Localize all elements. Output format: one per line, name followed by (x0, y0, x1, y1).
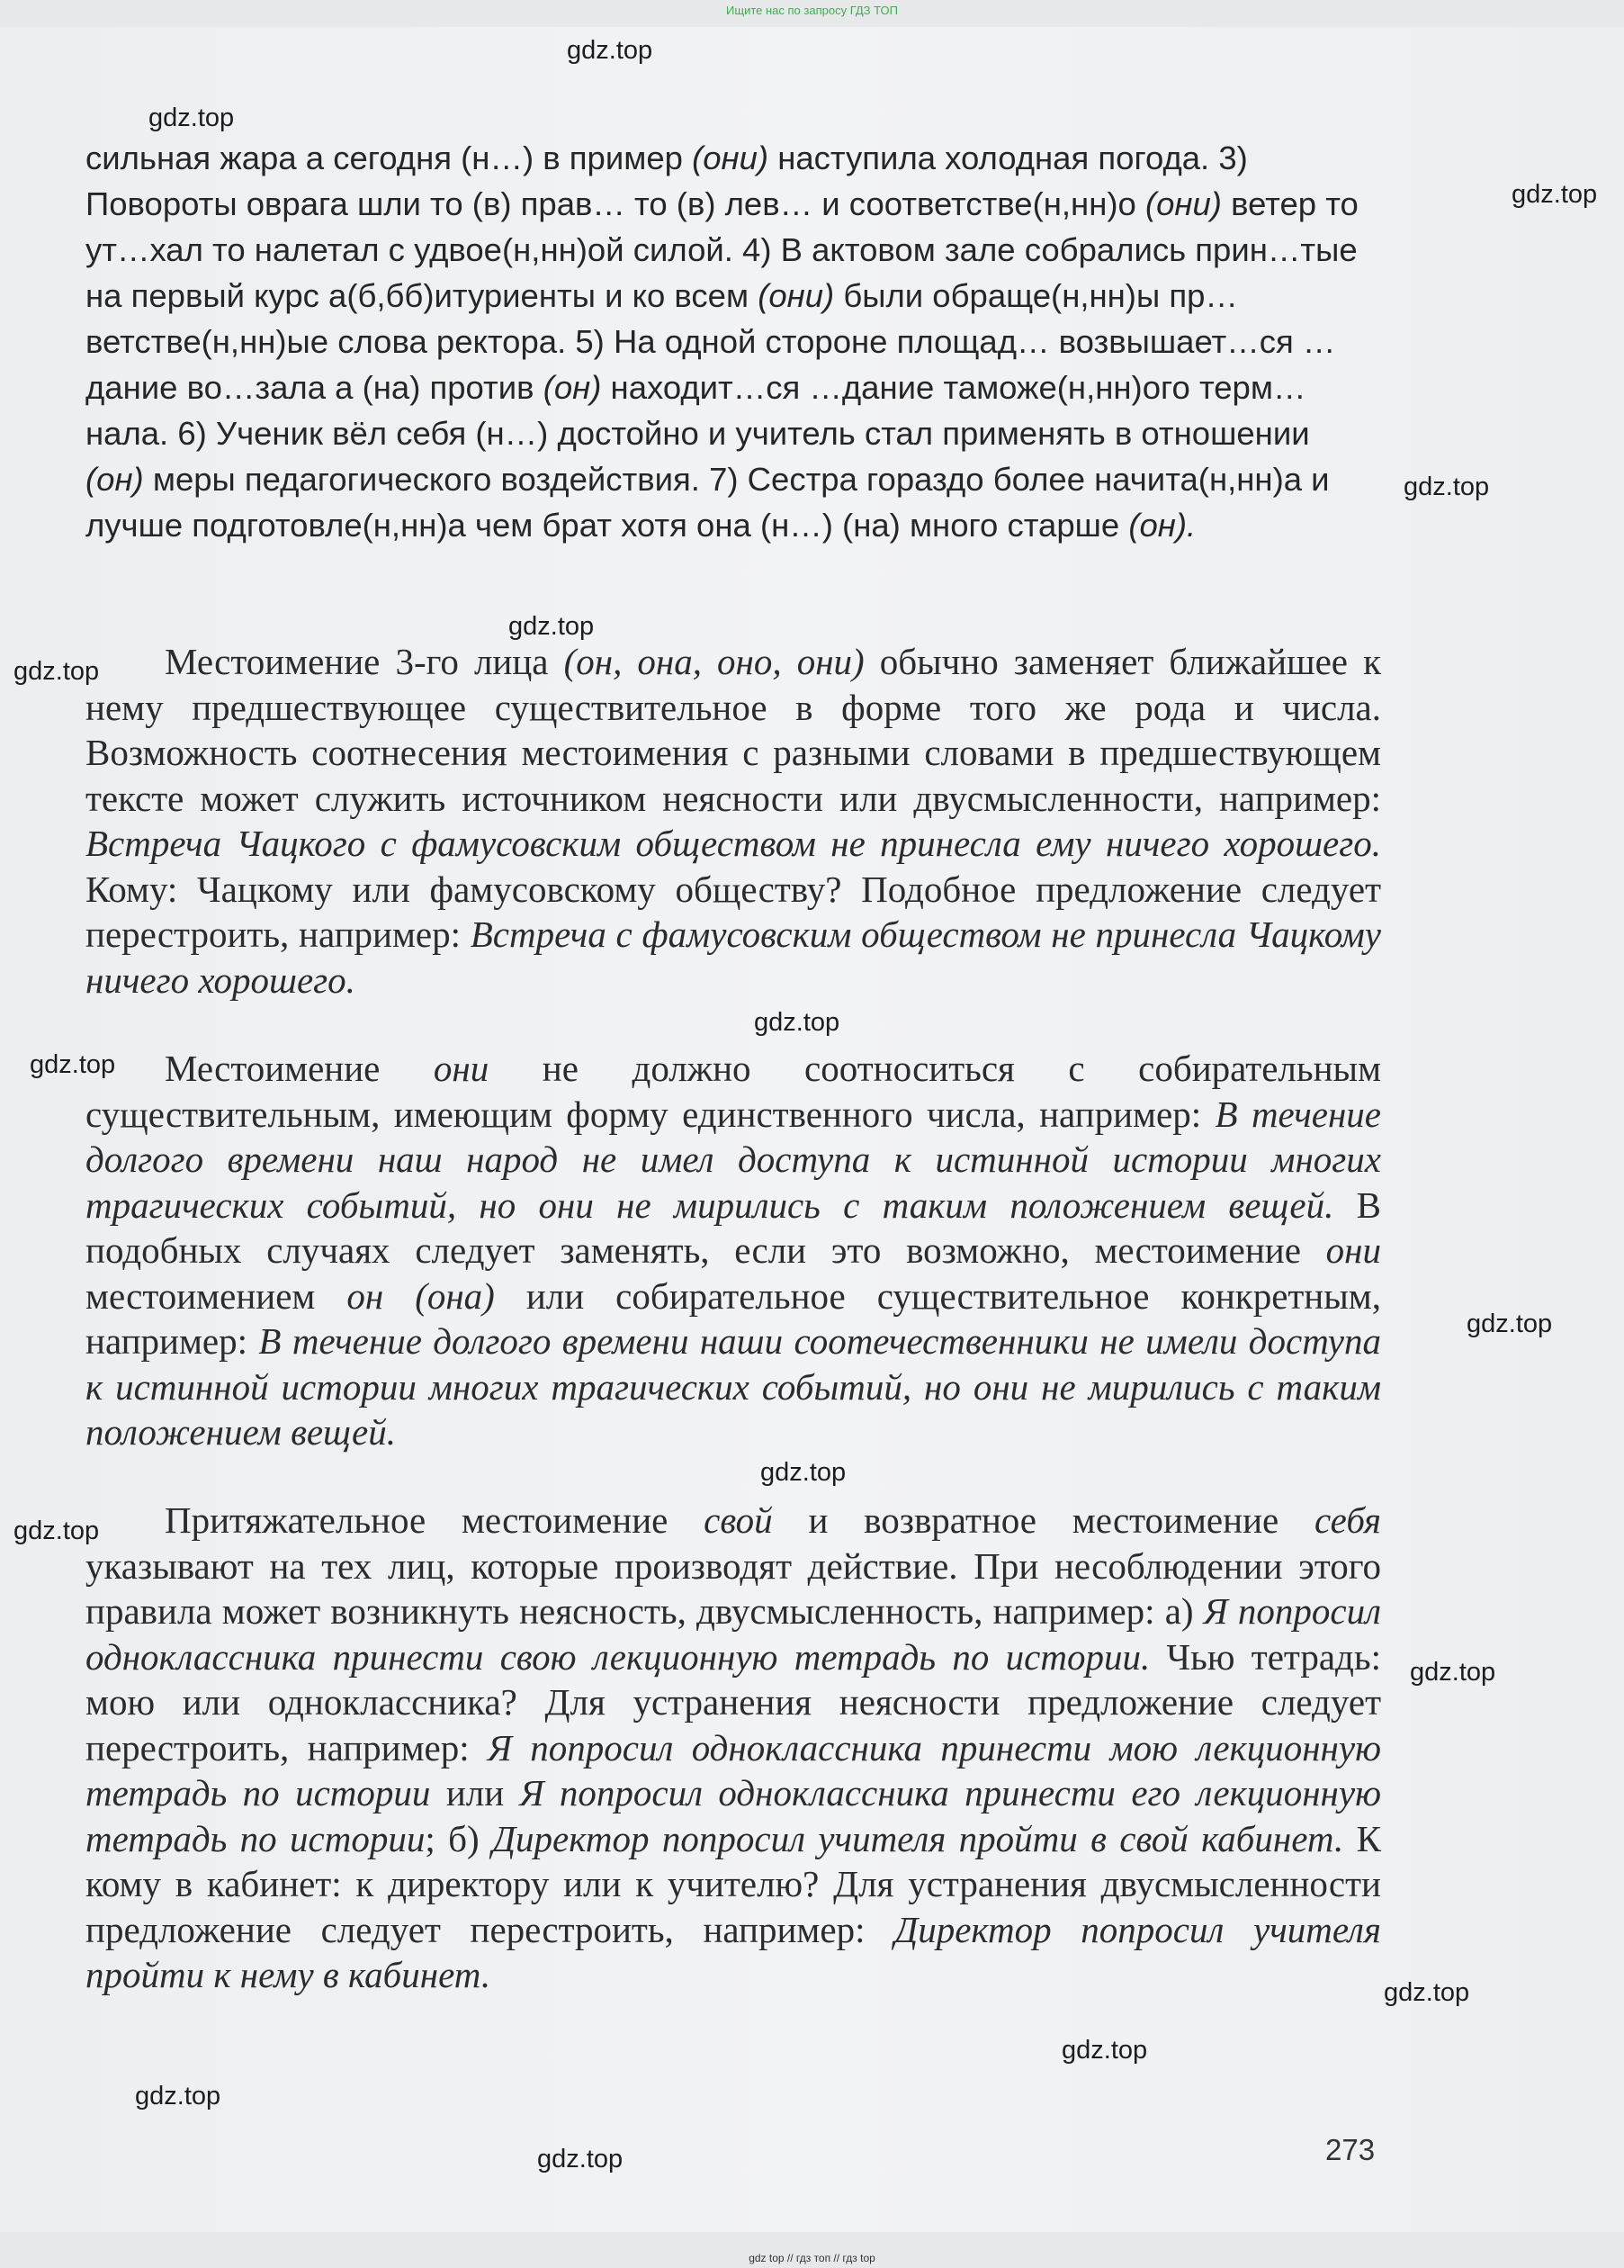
watermark-text: gdz.top (754, 1008, 840, 1037)
watermark-text: gdz.top (1404, 472, 1490, 501)
watermark-text: gdz.top (148, 104, 235, 132)
rule-paragraph-possessive: Притяжательное местоимение свой и возвратное местоимение себя указывают на тех лиц, которые производят действие. При несоблюдении этого правила может возникнуть неясность, двусмысленность, например: а) Я попросил одноклассника принести свою лекционную тетрадь по истории. Чью тетрадь: мою или одноклассника? Для устранения неясности предложение следует перестроить, например: Я попросил одноклассника принести мою лекционную тетрадь по истории или Я попросил одноклассника принести его лекционную тетрадь по истории; б) Директор попросил учителя пройти в свой кабинет. К кому в кабинет: к директору или к учителю? Для устранения двусмысленности предложение следует перестроить, например: Директор попросил учителя пройти к нему в кабинет. (85, 1499, 1382, 1995)
page-number: 273 (1325, 2133, 1376, 2166)
watermark-text: gdz.top (1410, 1658, 1496, 1687)
watermark-text: gdz.top (135, 2082, 221, 2110)
rule-paragraph-collective: Местоимение они не должно соотноситься с собирательным существительным, имеющим форму единственного числа, например: В течение долгого времени наш народ не имел доступа к истинной истории многих трагических событий, но они не мирились с таким положением вещей. В подобных случаях следует заменять, если это возможно, местоимение они местоимением он (она) или собирательное существительное конкретным, например: В течение долгого времени наши соотечественники не имели доступа к истинной истории многих трагических событий, но они не мирились с таким положением вещей. (85, 1048, 1382, 1453)
watermark-text: gdz.top (508, 612, 595, 641)
watermark-text: gdz.top (1384, 1978, 1470, 2007)
footer-banner: gdz top // гдз топ // гдз top (749, 2252, 875, 2264)
watermark-text: gdz.top (1062, 2036, 1148, 2065)
watermark-text: gdz.top (13, 1516, 100, 1545)
watermark-text: gdz.top (760, 1458, 847, 1487)
watermark-text: gdz.top (30, 1050, 116, 1079)
header-banner: Ищите нас по запросу ГДЗ ТОП (726, 4, 898, 17)
watermark-text: gdz.top (1512, 180, 1598, 209)
watermark-text: gdz.top (13, 657, 100, 686)
rule-paragraph-third-person: Местоимение 3-го лица (он, она, оно, они) обычно заменяет ближайшее к нему предшествующее существительное в форме того же рода и числа. Возможность соотнесения местоимения с разными словами в предшествующем тексте может служить источником неясности или двусмысленности, например: Встреча Чацкого с фамусовским обществом не принесла ему ничего хорошего. Кому: Чацкому или фамусовскому обществу? Подобное предложение следует перестроить, например: Встреча с фамусовским обществом не принесла Чацкому ничего хорошего. (85, 641, 1382, 1001)
exercise-text: сильная жара а сегодня (н…) в пример (они) наступила холодная погода. 3) Повороты оврага шли то (в) прав… то (в) лев… и соответстве(н,нн)о (они) ветер то ут…хал то налетал с удвое(н,нн)ой силой. 4) В актовом зале собрались прин…тые на первый курс а(б,бб)итуриенты и ко всем (они) были обраще(н,нн)ы пр…ветстве(н,нн)ые слова ректора. 5) На одной стороне площад… возвышает…ся …дание во…зала а (на) против (он) находит…ся …дание таможе(н,нн)ого терм…нала. 6) Ученик вёл себя (н…) достойно и учитель стал применять в отношении (он) меры педагогического воздействия. 7) Сестра гораздо более начита(н,нн)а и лучше подготовле(н,нн)а чем брат хотя она (н…) (на) много старше (он). (85, 140, 1359, 544)
watermark-text: gdz.top (567, 36, 653, 65)
watermark-text: gdz.top (1467, 1310, 1553, 1338)
watermark-text: gdz.top (537, 2145, 624, 2174)
